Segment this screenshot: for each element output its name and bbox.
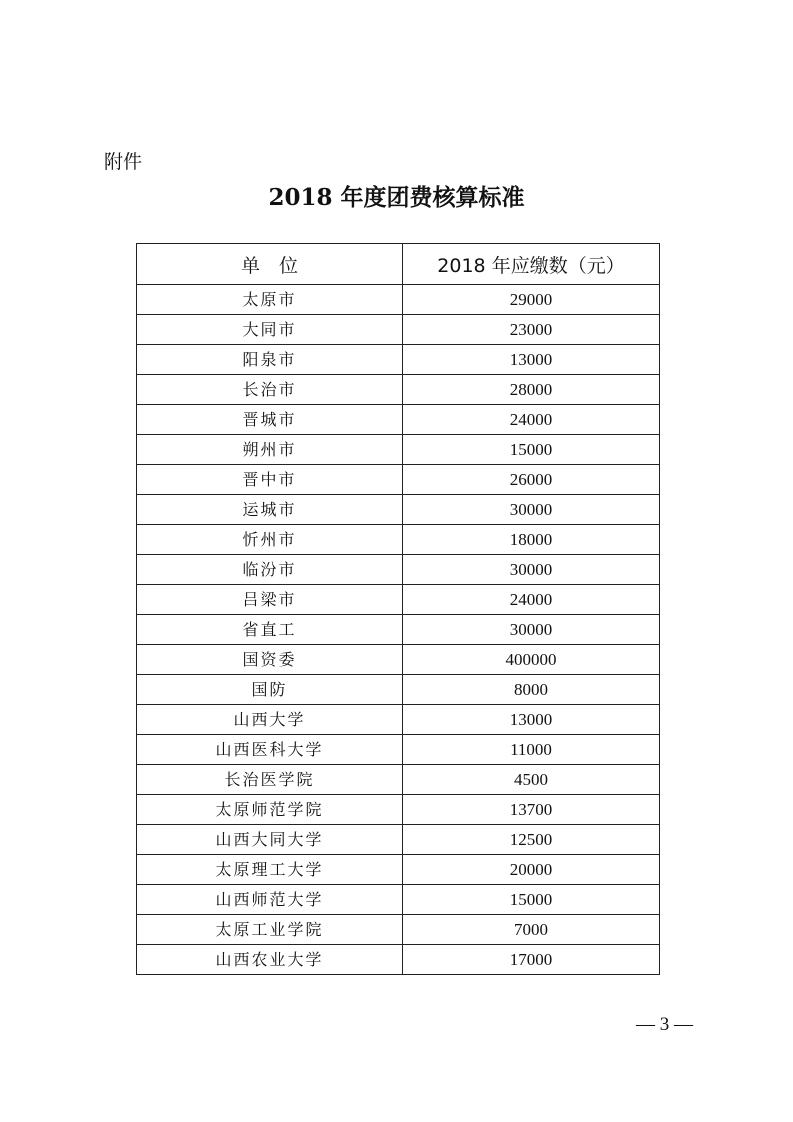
header-row: [137, 244, 660, 285]
unit-cell: 山西大同大学: [137, 825, 403, 855]
unit-cell: 运城市: [137, 495, 403, 525]
amount-cell: 12500: [403, 825, 660, 855]
amount-cell: 400000: [403, 645, 660, 675]
unit-cell: 忻州市: [137, 525, 403, 555]
amount-cell: 8000: [403, 675, 660, 705]
amount-cell: 4500: [403, 765, 660, 795]
table-body: [137, 285, 660, 975]
unit-cell: 太原工业学院: [137, 915, 403, 945]
table-row: [137, 345, 660, 375]
unit-cell: 太原理工大学: [137, 855, 403, 885]
table-row: [137, 525, 660, 555]
unit-cell: 省直工: [137, 615, 403, 645]
amount-cell: 20000: [403, 855, 660, 885]
table-row: [137, 795, 660, 825]
table-row: [137, 645, 660, 675]
header-unit: 单 位: [137, 244, 403, 285]
table-row: [137, 915, 660, 945]
table-row: [137, 555, 660, 585]
amount-cell: 24000: [403, 585, 660, 615]
header-amount: 2018 年应缴数（元）: [403, 244, 660, 285]
amount-cell: 24000: [403, 405, 660, 435]
amount-cell: 30000: [403, 495, 660, 525]
table-row: [137, 675, 660, 705]
table-row: [137, 615, 660, 645]
table-row: [137, 495, 660, 525]
unit-cell: 朔州市: [137, 435, 403, 465]
amount-cell: 15000: [403, 435, 660, 465]
amount-cell: 26000: [403, 465, 660, 495]
unit-cell: 国资委: [137, 645, 403, 675]
table-row: [137, 885, 660, 915]
table-row: [137, 945, 660, 975]
amount-cell: 11000: [403, 735, 660, 765]
page-number: — 3 —: [636, 1014, 693, 1035]
unit-cell: 山西医科大学: [137, 735, 403, 765]
amount-cell: 7000: [403, 915, 660, 945]
amount-cell: 17000: [403, 945, 660, 975]
table-row: [137, 705, 660, 735]
table-row: [137, 375, 660, 405]
amount-cell: 13000: [403, 705, 660, 735]
unit-cell: 太原师范学院: [137, 795, 403, 825]
table-row: [137, 435, 660, 465]
attachment-label: 附件: [104, 151, 143, 173]
table-row: [137, 735, 660, 765]
unit-cell: 晋城市: [137, 405, 403, 435]
unit-cell: 山西农业大学: [137, 945, 403, 975]
unit-cell: 长治医学院: [137, 765, 403, 795]
amount-cell: 23000: [403, 315, 660, 345]
amount-cell: 30000: [403, 615, 660, 645]
unit-cell: 阳泉市: [137, 345, 403, 375]
amount-cell: 28000: [403, 375, 660, 405]
table-row: [137, 855, 660, 885]
unit-cell: 太原市: [137, 285, 403, 315]
table-header: [137, 244, 660, 285]
fee-table: [136, 243, 660, 975]
table-row: [137, 285, 660, 315]
unit-cell: 大同市: [137, 315, 403, 345]
document-title: 2018 年度团费核算标准: [268, 184, 525, 211]
table-row: [137, 825, 660, 855]
amount-cell: 13000: [403, 345, 660, 375]
unit-cell: 吕梁市: [137, 585, 403, 615]
unit-cell: 长治市: [137, 375, 403, 405]
amount-cell: 15000: [403, 885, 660, 915]
unit-cell: 山西师范大学: [137, 885, 403, 915]
unit-cell: 国防: [137, 675, 403, 705]
table-row: [137, 315, 660, 345]
table-row: [137, 465, 660, 495]
amount-cell: 30000: [403, 555, 660, 585]
amount-cell: 18000: [403, 525, 660, 555]
amount-cell: 29000: [403, 285, 660, 315]
table-row: [137, 405, 660, 435]
table-row: [137, 585, 660, 615]
unit-cell: 临汾市: [137, 555, 403, 585]
unit-cell: 山西大学: [137, 705, 403, 735]
amount-cell: 13700: [403, 795, 660, 825]
unit-cell: 晋中市: [137, 465, 403, 495]
table-row: [137, 765, 660, 795]
